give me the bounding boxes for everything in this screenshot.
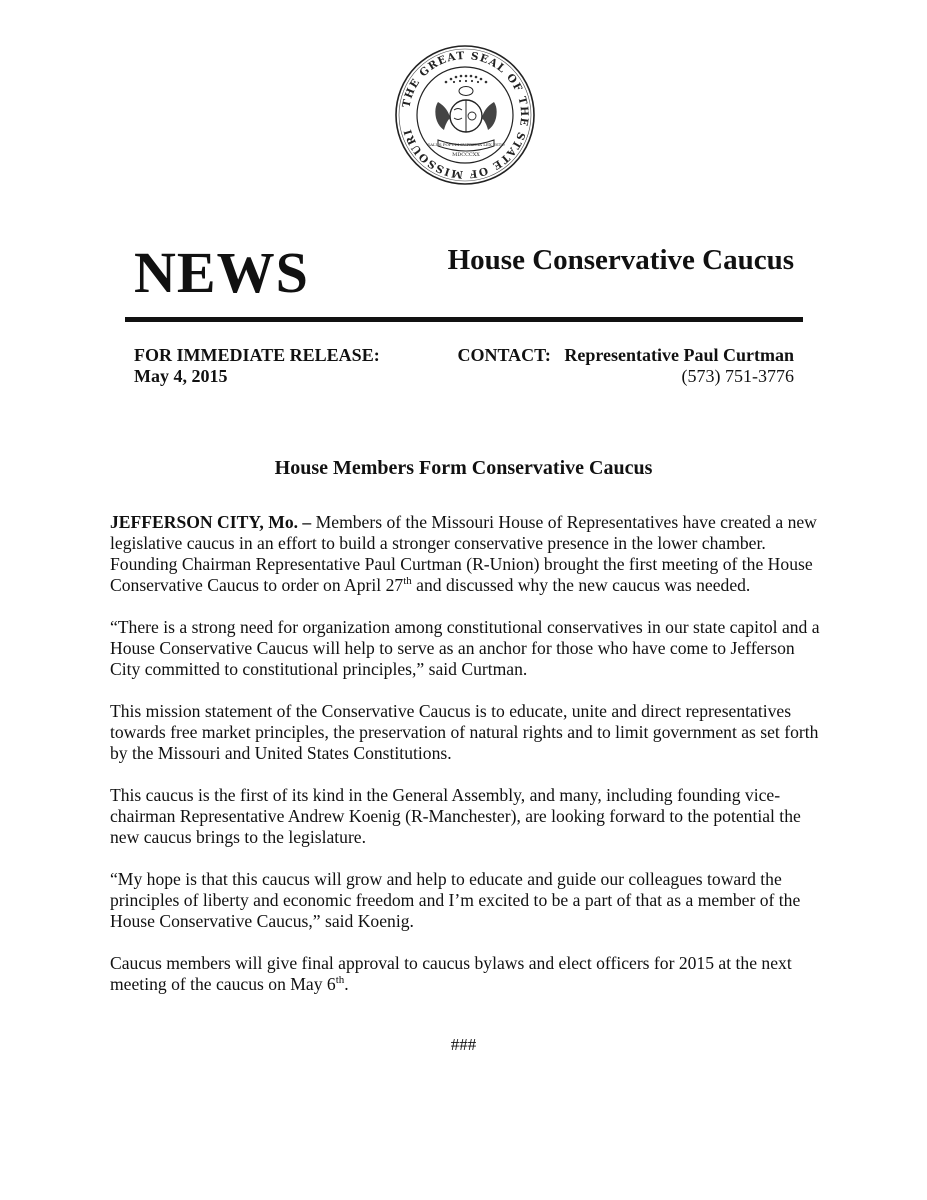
paragraph-6-text-a: Caucus members will give final approval to caucus bylaws and elect officers for 2015 at the next meeting of the caucus on May 6	[110, 953, 792, 994]
paragraph-6	[110, 953, 822, 995]
release-info	[134, 345, 380, 387]
paragraph-6-text-b: .	[344, 974, 349, 994]
release-label: FOR IMMEDIATE RELEASE:	[134, 345, 380, 365]
release-date: May 4, 2015	[134, 366, 228, 386]
press-release-headline: House Members Form Conservative Caucus	[274, 457, 653, 479]
svg-text:SALUS POPULI SUPREMA LEX ESTO: SALUS POPULI SUPREMA LEX ESTO	[427, 142, 505, 147]
contact-line	[458, 345, 794, 366]
press-release-body	[110, 512, 822, 1016]
contact-label: CONTACT:	[457, 345, 551, 365]
contact-info	[458, 345, 794, 387]
contact-phone: (573) 751-3776	[681, 366, 794, 386]
ordinal-suffix: th	[403, 575, 412, 588]
contact-name: Representative Paul Curtman	[564, 345, 794, 365]
paragraph-2: “There is a strong need for organization among constitutional conservatives in our state capitol and a House Conservative Caucus will help to serve as an anchor for those who have come to Jefferson City committed to constitutional principles,” said Curtman.	[110, 617, 820, 679]
svg-text:THE GREAT SEAL OF THE STATE OF: THE GREAT SEAL OF THE STATE OF MISSOURI	[400, 49, 531, 181]
paragraph-4: This caucus is the first of its kind in the General Assembly, and many, including founding vice-chairman Representative Andrew Koenig (R-Manchester), are looking forward to the potential the new caucus brings to the legislature.	[110, 785, 801, 847]
organization-name: House Conservative Caucus	[447, 244, 794, 276]
dateline: JEFFERSON CITY, Mo. –	[110, 512, 312, 532]
paragraph-3: This mission statement of the Conservative Caucus is to educate, unite and direct representatives towards free market principles, the preservation of natural rights and to limit government as set forth by the Missouri and United States Constitutions.	[110, 701, 819, 763]
news-heading: NEWS	[134, 240, 309, 305]
svg-text:MDCCCXX: MDCCCXX	[452, 152, 480, 158]
paragraph-1-text-b: and discussed why the new caucus was needed.	[411, 575, 751, 595]
ordinal-suffix: th	[335, 974, 345, 987]
header-rule	[125, 317, 803, 322]
missouri-state-seal	[394, 44, 536, 186]
end-mark: ###	[450, 1035, 477, 1054]
paragraph-1	[110, 512, 822, 596]
paragraph-1-text-a: Members of the Missouri House of Representatives have created a new legislative caucus in an effort to build a stronger conservative presence in the lower chamber. Founding Chairman Representative Paul Curtman (R-Union) brought the first meeting of the House Conservative Caucus to order on April 27	[110, 512, 817, 595]
paragraph-5: “My hope is that this caucus will grow and help to educate and guide our colleagues toward the principles of liberty and economic freedom and I’m excited to be a part of that as a member of the House Conservative Caucus,” said Koenig.	[110, 869, 801, 931]
